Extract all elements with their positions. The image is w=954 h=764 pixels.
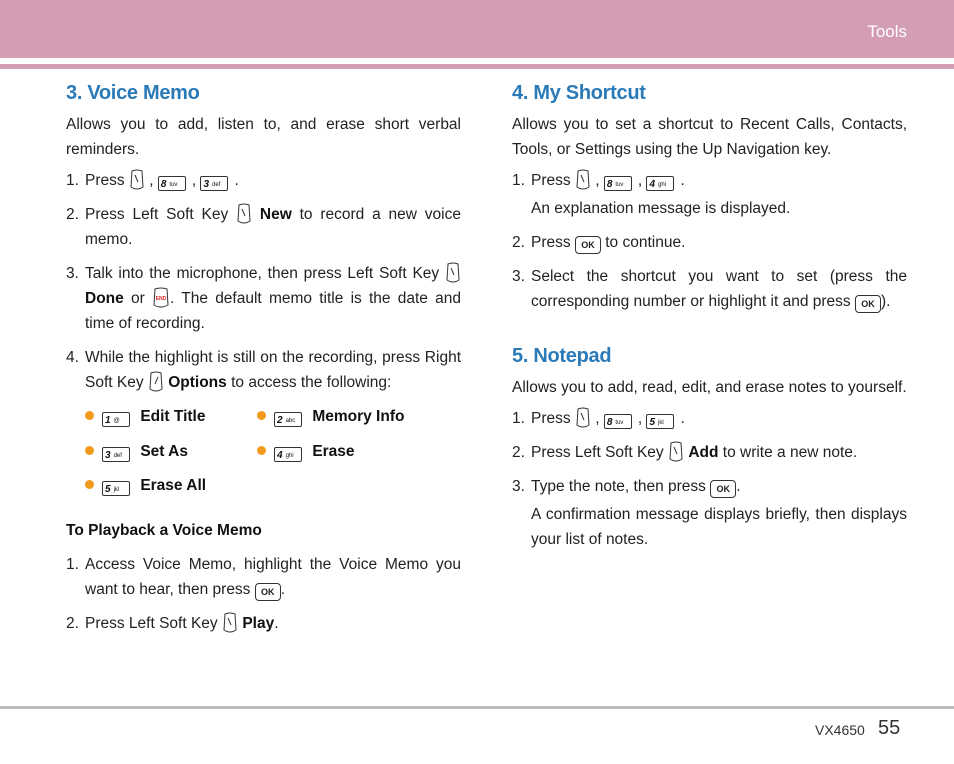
voice-memo-step-2: 2. Press Left Soft Key New to record a new voice memo. — [66, 202, 461, 252]
option-set-as: 3 def Set As — [85, 439, 188, 464]
notepad-intro: Allows you to add, read, edit, and erase notes to yourself. — [512, 379, 907, 396]
option-memory-info: 2 abc Memory Info — [257, 404, 404, 429]
playback-step-1: 1. Access Voice Memo, highlight the Voice Memo you want to hear, then press OK . — [66, 552, 461, 602]
key-2-icon: 2 abc — [274, 412, 302, 427]
notepad-step-3-note: A confirmation message displays briefly, then displays your list of notes. — [531, 506, 907, 548]
header-rule — [0, 64, 954, 69]
menu-key-icon — [129, 169, 145, 191]
key-8-icon: 8 tuv — [158, 176, 186, 191]
key-5-icon: 5 jkl — [646, 414, 674, 429]
left-soft-key-icon — [668, 441, 684, 463]
key-8-icon: 8 tuv — [604, 414, 632, 429]
left-soft-key-icon — [445, 262, 461, 284]
bullet-icon — [85, 446, 94, 455]
menu-key-icon — [575, 169, 591, 191]
menu-key-icon — [575, 407, 591, 429]
notepad-step-2: 2. Press Left Soft Key Add to write a new note. — [512, 440, 907, 465]
key-3-icon: 3 def — [200, 176, 228, 191]
key-4-icon: 4 ghi — [274, 447, 302, 462]
voice-memo-options — [66, 404, 461, 508]
left-soft-key-icon — [236, 203, 252, 225]
key-8-icon: 8 tuv — [604, 176, 632, 191]
my-shortcut-section — [512, 80, 907, 552]
bullet-icon — [85, 411, 94, 420]
svg-text:END: END — [155, 296, 167, 302]
my-shortcut-step-3: 3. Select the shortcut you want to set (press the corresponding number or highlight it and press OK ). — [512, 264, 907, 314]
left-soft-key-icon — [222, 612, 238, 634]
playback-heading: To Playback a Voice Memo — [66, 522, 262, 539]
page-number: 55 — [878, 717, 901, 739]
playback-step-2: 2. Press Left Soft Key Play. — [66, 611, 461, 636]
option-edit-title: 1 @ Edit Title — [85, 404, 205, 429]
ok-key-icon: OK — [710, 480, 736, 498]
section-label: Tools — [867, 22, 907, 41]
key-5-icon: 5 jkl — [102, 481, 130, 496]
voice-memo-step-1: 1. Press , 8 tuv , 3 def . — [66, 168, 461, 193]
voice-memo-intro: Allows you to add, listen to, and erase short verbal reminders. — [66, 116, 461, 158]
bullet-icon — [257, 446, 266, 455]
voice-memo-section — [66, 80, 461, 636]
notepad-title: 5. Notepad — [512, 345, 612, 367]
voice-memo-step-4: 4. While the highlight is still on the recording, press Right Soft Key Options to access the following: — [66, 349, 461, 391]
header-band — [0, 0, 954, 58]
notepad-step-1: 1. Press , 8 tuv , 5 jkl . — [512, 406, 907, 431]
ok-key-icon: OK — [255, 583, 281, 601]
option-erase-all: 5 jkl Erase All — [85, 473, 206, 498]
my-shortcut-step-2: 2. Press OK to continue. — [512, 230, 907, 255]
bullet-icon — [257, 411, 266, 420]
voice-memo-step-3: 3. Talk into the microphone, then press Left Soft Key Done or END . The default memo title is the date and time of recording. — [66, 261, 461, 336]
key-3-icon: 3 def — [102, 447, 130, 462]
key-1-icon: 1 @ — [102, 412, 130, 427]
key-4-icon: 4 ghi — [646, 176, 674, 191]
ok-key-icon: OK — [575, 236, 601, 254]
right-soft-key-icon — [148, 371, 164, 393]
my-shortcut-step-1: 1. Press , 8 tuv , 4 ghi . — [512, 168, 907, 193]
model-name: VX4650 — [815, 722, 865, 738]
bullet-icon — [85, 480, 94, 489]
my-shortcut-step-1-note: An explanation message is displayed. — [531, 200, 791, 217]
option-erase: 4 ghi Erase — [257, 439, 355, 464]
end-key-icon — [152, 287, 170, 309]
my-shortcut-intro: Allows you to set a shortcut to Recent Calls, Contacts, Tools, or Settings using the Up Navigation key. — [512, 116, 907, 158]
notepad-step-3: 3. Type the note, then press OK . — [512, 474, 907, 499]
ok-key-icon: OK — [855, 295, 881, 313]
voice-memo-title: 3. Voice Memo — [66, 82, 200, 104]
my-shortcut-title: 4. My Shortcut — [512, 82, 646, 104]
footer-rule — [0, 706, 954, 709]
